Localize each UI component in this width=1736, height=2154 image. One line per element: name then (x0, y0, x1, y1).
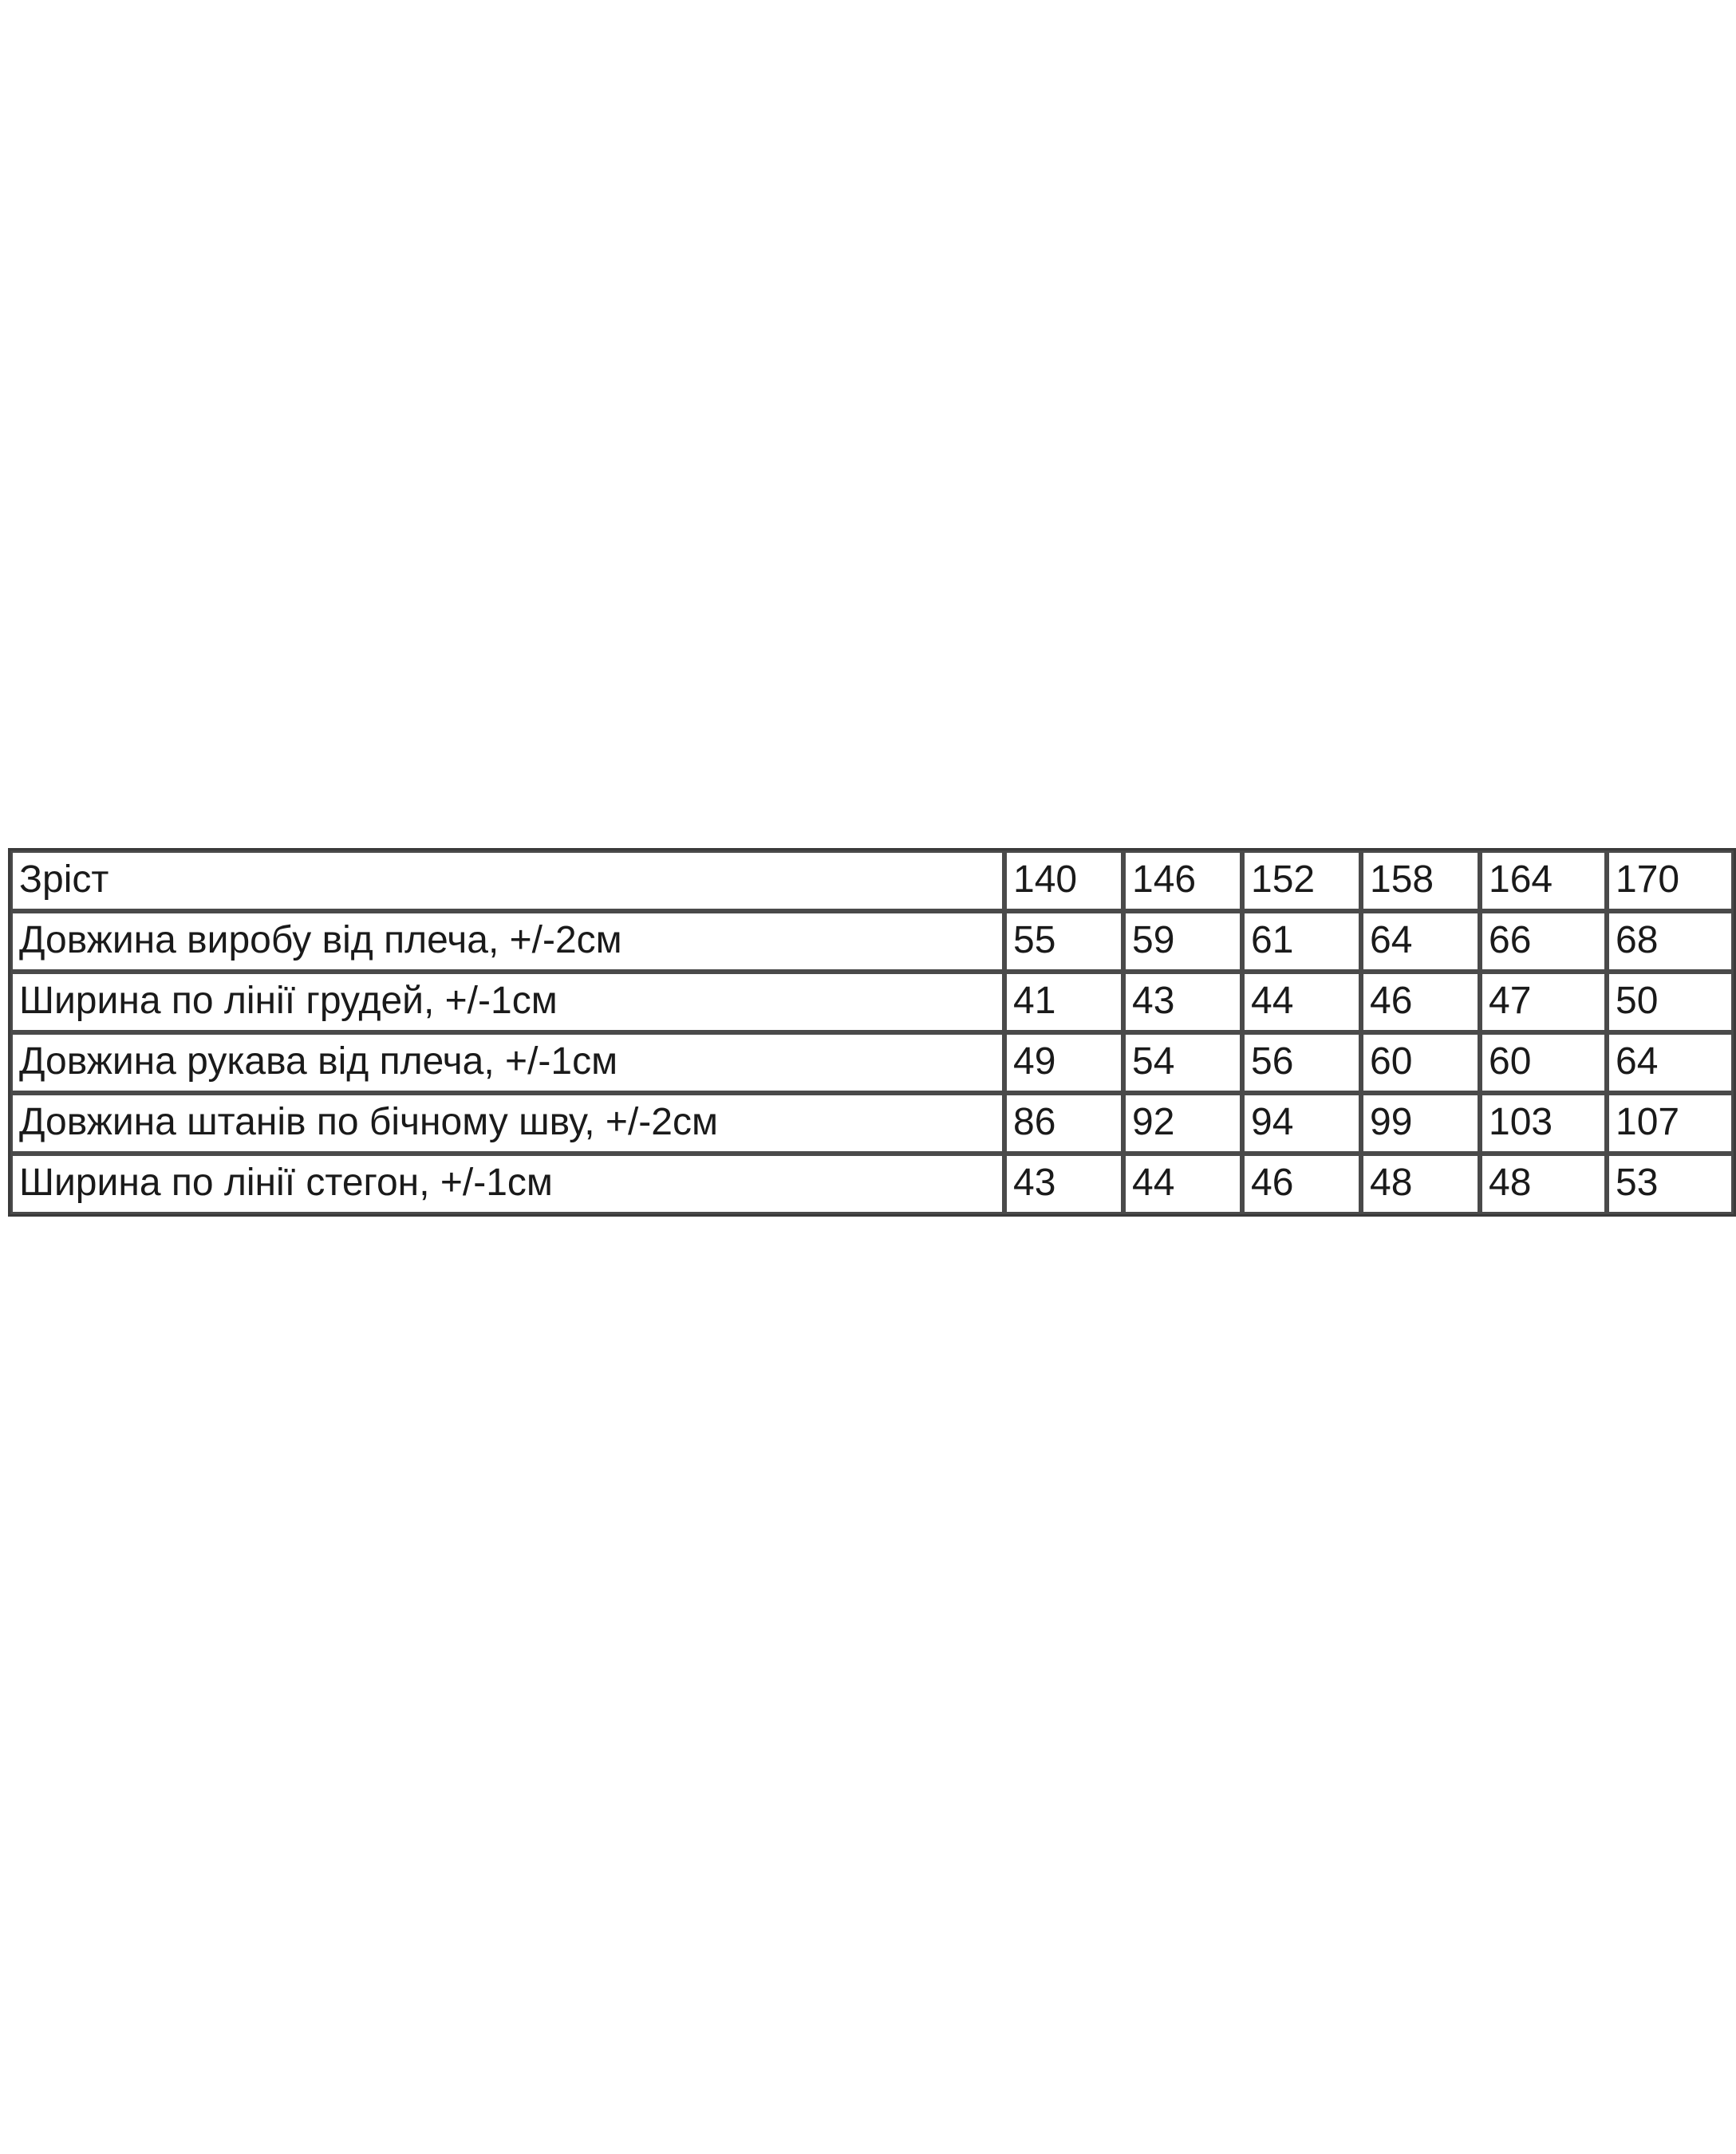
row-value: 170 (1607, 850, 1734, 911)
row-label: Довжина штанів по бічному шву, +/-2см (10, 1093, 1004, 1154)
row-value: 53 (1607, 1154, 1734, 1214)
row-value: 64 (1361, 911, 1480, 972)
row-value: 92 (1123, 1093, 1242, 1154)
row-value: 44 (1242, 972, 1361, 1032)
row-value: 158 (1361, 850, 1480, 911)
row-value: 60 (1480, 1032, 1607, 1093)
table-row (10, 1093, 1734, 1154)
row-value: 46 (1242, 1154, 1361, 1214)
row-value: 46 (1361, 972, 1480, 1032)
row-value: 140 (1004, 850, 1123, 911)
row-value: 152 (1242, 850, 1361, 911)
row-label: Довжина рукава від плеча, +/-1см (10, 1032, 1004, 1093)
row-value: 66 (1480, 911, 1607, 972)
table-row (10, 972, 1734, 1032)
row-value: 47 (1480, 972, 1607, 1032)
row-value: 56 (1242, 1032, 1361, 1093)
size-chart-body (10, 850, 1734, 1214)
row-value: 99 (1361, 1093, 1480, 1154)
table-row (10, 850, 1734, 911)
row-value: 49 (1004, 1032, 1123, 1093)
row-value: 61 (1242, 911, 1361, 972)
row-value: 55 (1004, 911, 1123, 972)
row-value: 60 (1361, 1032, 1480, 1093)
row-value: 43 (1004, 1154, 1123, 1214)
table-row (10, 911, 1734, 972)
row-value: 59 (1123, 911, 1242, 972)
row-value: 64 (1607, 1032, 1734, 1093)
row-value: 48 (1361, 1154, 1480, 1214)
row-value: 68 (1607, 911, 1734, 972)
size-chart-container (8, 848, 1680, 1217)
row-value: 48 (1480, 1154, 1607, 1214)
row-value: 41 (1004, 972, 1123, 1032)
row-value: 44 (1123, 1154, 1242, 1214)
row-value: 43 (1123, 972, 1242, 1032)
row-label: Ширина по лінії грудей, +/-1см (10, 972, 1004, 1032)
row-value: 86 (1004, 1093, 1123, 1154)
size-chart-table (8, 848, 1736, 1217)
row-value: 164 (1480, 850, 1607, 911)
table-row (10, 1154, 1734, 1214)
row-label: Ширина по лінії стегон, +/-1см (10, 1154, 1004, 1214)
table-row (10, 1032, 1734, 1093)
row-value: 146 (1123, 850, 1242, 911)
row-label: Зріст (10, 850, 1004, 911)
row-label: Довжина виробу від плеча, +/-2см (10, 911, 1004, 972)
row-value: 103 (1480, 1093, 1607, 1154)
row-value: 50 (1607, 972, 1734, 1032)
row-value: 107 (1607, 1093, 1734, 1154)
row-value: 54 (1123, 1032, 1242, 1093)
row-value: 94 (1242, 1093, 1361, 1154)
